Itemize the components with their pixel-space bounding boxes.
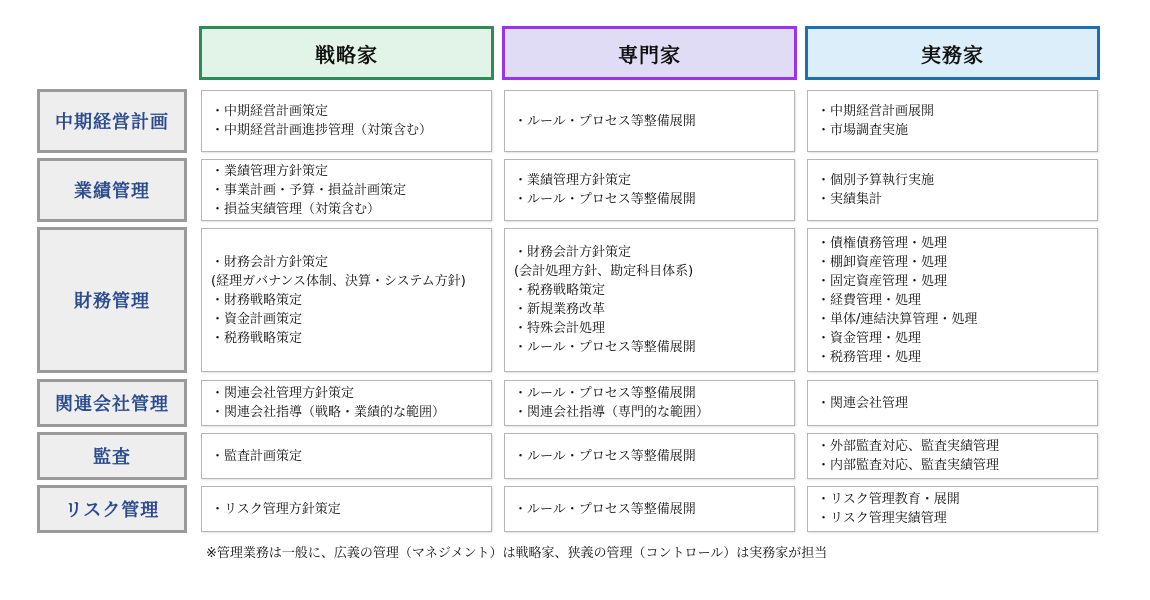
cell-risk-specialist	[504, 486, 795, 532]
cell-line: ・資金計画策定	[211, 311, 303, 327]
cell-line: ・新規業務改革	[514, 302, 606, 317]
cell-affiliate-practitioner	[807, 380, 1098, 426]
cell-line: ・中期経営計画展開	[817, 104, 935, 119]
cell-line: ・単体/連結決算管理・処理	[817, 311, 978, 327]
cell-affiliate-strategist	[201, 380, 492, 426]
cell-line: ・中期経営計画進捗管理（対策含む）	[211, 123, 433, 138]
footnote: ※管理業務は一般に、広義の管理（マネジメント）は戦略家、狭義の管理（コントロール）は実務家が担当	[206, 546, 828, 561]
cell-mid-term-plan-strategist	[201, 90, 492, 152]
cell-line: ・関連会社指導（戦略・業績的な範囲）	[211, 405, 446, 420]
cell-line: ・市場調査実施	[817, 123, 909, 138]
cell-line: ・経費管理・処理	[817, 292, 922, 308]
cell-line: ・損益実績管理（対策含む）	[211, 201, 381, 217]
cell-line: ・関連会社管理	[817, 395, 909, 411]
cell-line: ・関連会社指導（専門的な範囲）	[514, 405, 710, 420]
row-label-performance-management: 業績管理	[37, 158, 187, 222]
cell-line: ・税務管理・処理	[817, 349, 922, 365]
cell-line: ・業績管理方針策定	[514, 173, 632, 188]
cell-line: ・税務戦略策定	[211, 330, 303, 346]
cell-line: ・監査計画策定	[211, 448, 303, 464]
row-label-mid-term-plan: 中期経営計画	[37, 89, 187, 153]
cell-line: (経理ガバナンス体制、決算・システム方針)	[211, 273, 466, 289]
cell-mid-term-plan-specialist	[504, 90, 795, 152]
cell-risk-strategist	[201, 486, 492, 532]
cell-line: ・資金管理・処理	[817, 330, 922, 346]
cell-line: ・ルール・プロセス等整備展開	[514, 192, 696, 207]
cell-mid-term-plan-practitioner	[807, 90, 1098, 152]
cell-line: ・ルール・プロセス等整備展開	[514, 386, 696, 401]
cell-line: ・外部監査対応、監査実績管理	[817, 439, 1000, 454]
cell-line: ・税務戦略策定	[514, 283, 606, 298]
cell-line: ・財務会計方針策定	[514, 245, 632, 260]
row-label-audit: 監査	[37, 432, 187, 480]
cell-line: ・ルール・プロセス等整備展開	[514, 448, 696, 464]
row-label-affiliate-management: 関連会社管理	[37, 379, 187, 427]
cell-line: ・中期経営計画策定	[211, 104, 329, 119]
cell-performance-strategist	[201, 159, 492, 221]
cell-line: (会計処理方針、勘定科目体系)	[514, 264, 694, 279]
cell-line: ・実績集計	[817, 192, 883, 207]
cell-risk-practitioner	[807, 486, 1098, 532]
cell-affiliate-specialist	[504, 380, 795, 426]
cell-line: ・ルール・プロセス等整備展開	[514, 340, 696, 355]
column-header-practitioner: 実務家	[805, 26, 1100, 80]
cell-line: ・個別予算執行実施	[817, 173, 935, 188]
cell-line: ・ルール・プロセス等整備展開	[514, 501, 696, 517]
cell-line: ・関連会社管理方針策定	[211, 386, 355, 401]
cell-line: ・業績管理方針策定	[211, 163, 329, 179]
cell-performance-practitioner	[807, 159, 1098, 221]
cell-line: ・財務会計方針策定	[211, 254, 329, 270]
cell-line: ・固定資産管理・処理	[817, 273, 948, 289]
cell-line: ・内部監査対応、監査実績管理	[817, 458, 1000, 473]
cell-audit-practitioner	[807, 433, 1098, 479]
row-label-financial-management: 財務管理	[37, 227, 187, 373]
cell-line: ・事業計画・予算・損益計画策定	[211, 182, 407, 198]
cell-audit-strategist	[201, 433, 492, 479]
cell-line: ・ルール・プロセス等整備展開	[514, 113, 696, 129]
cell-line: ・リスク管理実績管理	[817, 511, 947, 526]
column-header-strategist: 戦略家	[199, 26, 494, 80]
cell-line: ・リスク管理教育・展開	[817, 492, 960, 507]
cell-financial-strategist	[201, 228, 492, 372]
cell-line: ・財務戦略策定	[211, 292, 303, 308]
cell-line: ・リスク管理方針策定	[211, 501, 341, 517]
cell-financial-practitioner	[807, 228, 1098, 372]
cell-performance-specialist	[504, 159, 795, 221]
cell-line: ・債権債務管理・処理	[817, 235, 948, 251]
cell-line: ・特殊会計処理	[514, 321, 606, 336]
cell-line: ・棚卸資産管理・処理	[817, 254, 948, 270]
row-label-risk-management: リスク管理	[37, 485, 187, 533]
cell-financial-specialist	[504, 228, 795, 372]
column-header-specialist: 専門家	[502, 26, 797, 80]
cell-audit-specialist	[504, 433, 795, 479]
